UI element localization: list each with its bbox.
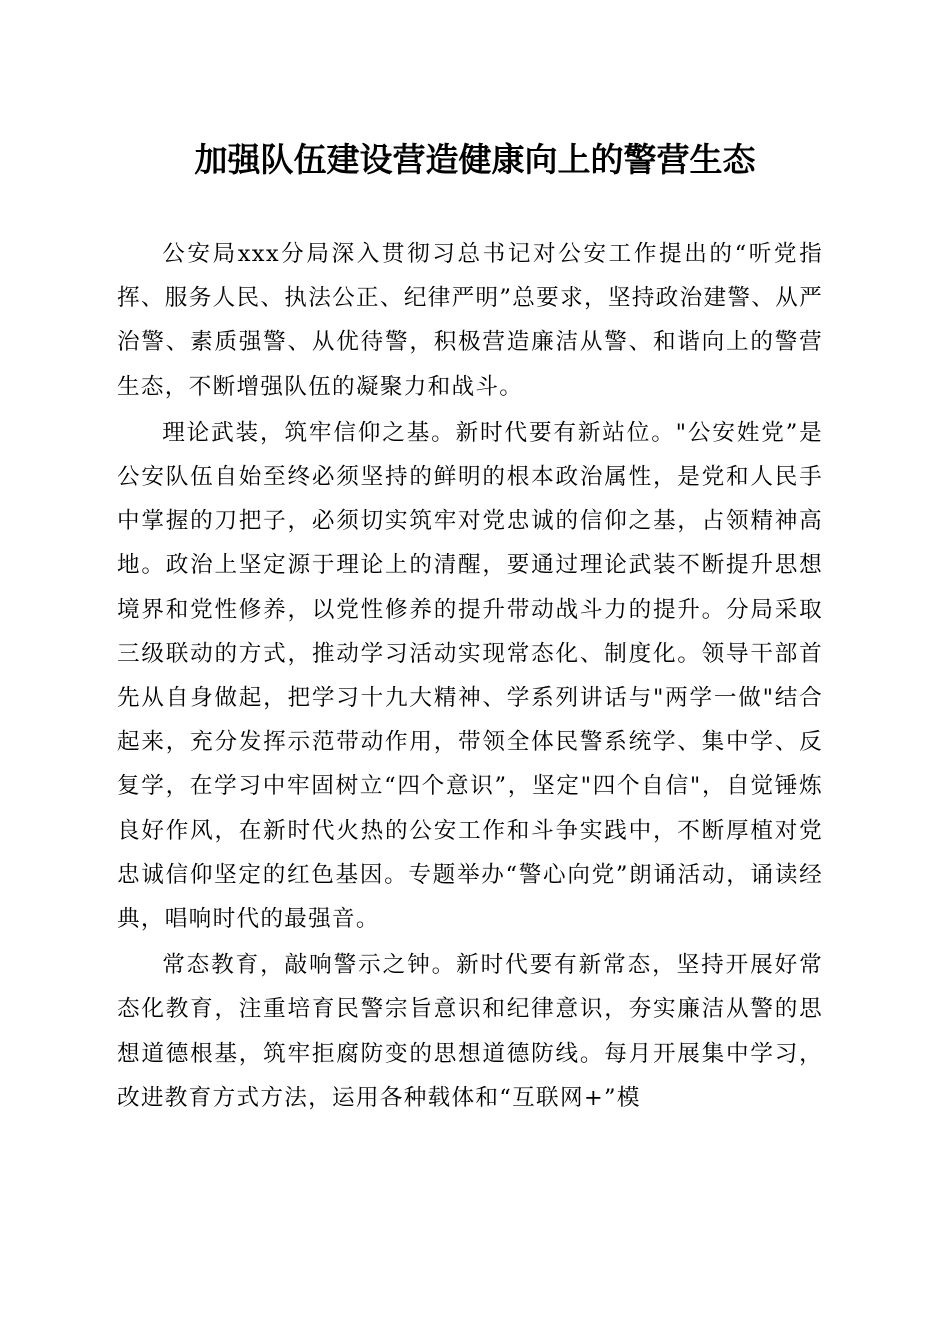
paragraph-theory: 理论武装，筑牢信仰之基。新时代要有新站位。"公安姓党”是公安队伍自始至终必须坚持的鲜明的根本政治属性，是党和人民手中掌握的刀把子，必须切实筑牢对党忠诚的信仰之基，占领精神高地。政治上坚定源于理论上的清醒，要通过理论武装不断提升思想境界和党性修养，以党性修养的提升带动战斗力的提升。分局采取三级联动的方式，推动学习活动实现常态化、制度化。领导干部首先从自身做起，把学习十九大精神、学系列讲话与"两学一做"结合起来，充分发挥示范带动作用，带领全体民警系统学、集中学、反复学，在学习中牢固树立“四个意识”，坚定"四个自信"，自觉锤炼良好作风，在新时代火热的公安工作和斗争实践中，不断厚植对党忠诚信仰坚定的红色基因。专题举办“警心向党”朗诵活动，诵读经典，唱响时代的最强音。	[117, 419, 823, 933]
paragraph-intro: 公安局xxx分局深入贯彻习总书记对公安工作提出的“听党指挥、服务人民、执法公正、纪律严明”总要求，坚持政治建警、从严治警、素质强警、从优待警，积极营造廉洁从警、和谐向上的警营生态，不断增强队伍的凝聚力和战斗。	[117, 241, 823, 400]
paragraph-education: 常态教育，敲响警示之钟。新时代要有新常态，坚持开展好常态化教育，注重培育民警宗旨意识和纪律意识，夯实廉洁从警的思想道德根基，筑牢拒腐防变的思想道德防线。每月开展集中学习，改进教育方式方法，运用各种载体和“互联网+”模	[117, 952, 823, 1111]
document-title: 加强队伍建设营造健康向上的警营生态	[194, 140, 756, 179]
document-body	[117, 232, 823, 1122]
